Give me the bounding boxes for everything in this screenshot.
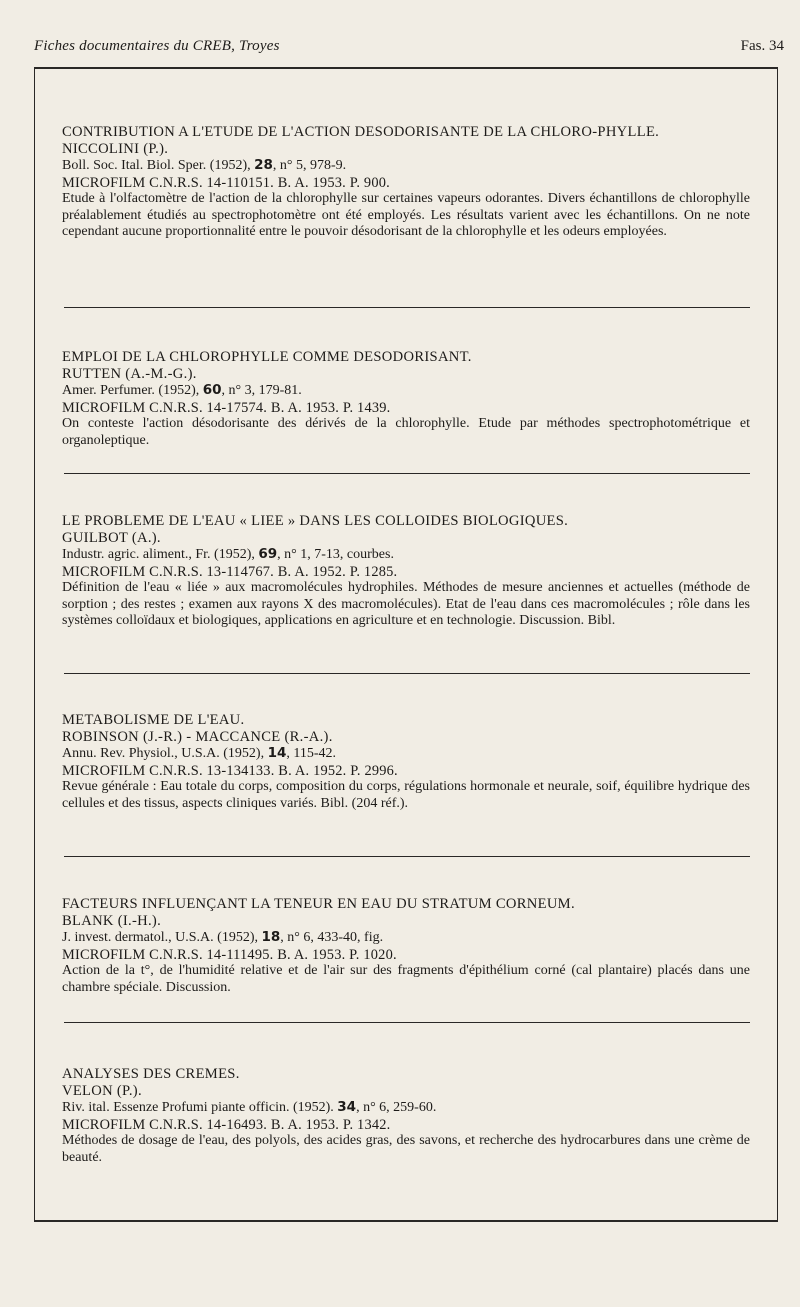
entry-authors: RUTTEN (A.-M.-G.). (62, 365, 197, 382)
entry-abstract: Revue générale : Eau totale du corps, composition du corps, régulations hormonale et neurale, soif, équilibre hydrique des cellules et des tissus, aspects cliniques variés. Bibl. (204 réf.). (62, 779, 750, 811)
entry-abstract: Action de la t°, de l'humidité relative et de l'air sur des fragments d'épithélium corné (cal plantaire) placés dans une chambre spéciale. Discussion. (62, 963, 750, 995)
entry-2 (62, 349, 750, 449)
entry-separator (64, 473, 750, 474)
entry-title: CONTRIBUTION A L'ETUDE DE L'ACTION DESODORISANTE DE LA CHLORO-PHYLLE. (62, 124, 660, 140)
entry-volume: 34 (337, 1099, 357, 1115)
entry-separator (64, 307, 750, 308)
entry-5 (62, 896, 750, 996)
entry-microfilm: MICROFILM C.N.R.S. 14-111495. B. A. 1953. P. 1020. (62, 946, 397, 963)
entry-authors: ROBINSON (J.-R.) - MACCANCE (R.-A.). (62, 728, 333, 745)
entry-title: EMPLOI DE LA CHLOROPHYLLE COMME DESODORISANT. (62, 349, 472, 365)
entry-volume: 18 (261, 929, 281, 945)
entry-authors: NICCOLINI (P.). (62, 140, 169, 157)
entry-reference: Riv. ital. Essenze Profumi piante officin. (1952). 34, n° 6, 259-60. (62, 1099, 437, 1115)
entry-reference: Amer. Perfumer. (1952), 60, n° 3, 179-81. (62, 382, 302, 398)
entry-abstract: Définition de l'eau « liée » aux macromolécules hydrophiles. Méthodes de mesure anciennes et actuelles (méthode de sorption ; des restes ; examen aux rayons X des macromolécules). Etat de l'eau dans ces macromolécules ; rôle dans les systèmes colloïdaux et biologiques, applications en agriculture et en technologie. Discussion. Bibl. (62, 580, 750, 628)
entry-separator (64, 856, 750, 857)
entry-volume: 14 (267, 745, 287, 761)
entry-volume: 28 (254, 157, 273, 173)
entry-reference: Industr. agric. aliment., Fr. (1952), 69, n° 1, 7-13, courbes. (62, 546, 394, 562)
journal-title: Fiches documentaires du CREB, Troyes (34, 38, 280, 54)
entry-abstract: Etude à l'olfactomètre de l'action de la chlorophylle sur certaines vapeurs odorantes. Divers échantillons de chlorophylle préalablement étudiés au spectrophotomètre ont été employés. Les résultats varient avec les échantillons. On ne note cependant aucune proportionnalité entre le pouvoir désodorisant de la chlorophylle et les odeurs employées. (62, 191, 750, 239)
entry-microfilm: MICROFILM C.N.R.S. 13-134133. B. A. 1952. P. 2996. (62, 762, 398, 779)
entry-separator (64, 673, 750, 674)
page-header (34, 36, 784, 62)
entry-reference: J. invest. dermatol., U.S.A. (1952), 18, n° 6, 433-40, fig. (62, 929, 384, 945)
entry-abstract: On conteste l'action désodorisante des dérivés de la chlorophylle. Etude par méthodes spectrophotométrique et organoleptique. (62, 416, 750, 448)
entry-title: METABOLISME DE L'EAU. (62, 712, 245, 728)
entry-title: FACTEURS INFLUENÇANT LA TENEUR EN EAU DU STRATUM CORNEUM. (62, 896, 575, 912)
entry-microfilm: MICROFILM C.N.R.S. 13-114767. B. A. 1952. P. 1285. (62, 563, 398, 580)
entry-volume: 60 (202, 382, 222, 398)
entry-microfilm: MICROFILM C.N.R.S. 14-17574. B. A. 1953. P. 1439. (62, 399, 391, 416)
entry-reference: Boll. Soc. Ital. Biol. Sper. (1952), 28, n° 5, 978-9. (62, 157, 347, 173)
entry-1 (62, 124, 750, 241)
entry-6 (62, 1066, 750, 1166)
entry-title: LE PROBLEME DE L'EAU « LIEE » DANS LES COLLOIDES BIOLOGIQUES. (62, 513, 569, 529)
entry-authors: GUILBOT (A.). (62, 529, 161, 546)
entry-microfilm: MICROFILM C.N.R.S. 14-16493. B. A. 1953. P. 1342. (62, 1116, 391, 1133)
entry-separator (64, 1022, 750, 1023)
entry-authors: BLANK (I.-H.). (62, 912, 162, 929)
entry-microfilm: MICROFILM C.N.R.S. 14-110151. B. A. 1953. P. 900. (62, 174, 390, 191)
entry-title: ANALYSES DES CREMES. (62, 1066, 240, 1082)
entry-reference: Annu. Rev. Physiol., U.S.A. (1952), 14, 115-42. (62, 745, 337, 761)
fascicle-number: Fas. 34 (740, 38, 784, 54)
entry-abstract: Méthodes de dosage de l'eau, des polyols, des acides gras, des savons, et recherche des hydrocarbures dans une crème de beauté. (62, 1133, 750, 1165)
entry-authors: VELON (P.). (62, 1082, 142, 1099)
entry-3 (62, 513, 750, 630)
entry-volume: 69 (258, 546, 278, 562)
entry-4 (62, 712, 750, 812)
